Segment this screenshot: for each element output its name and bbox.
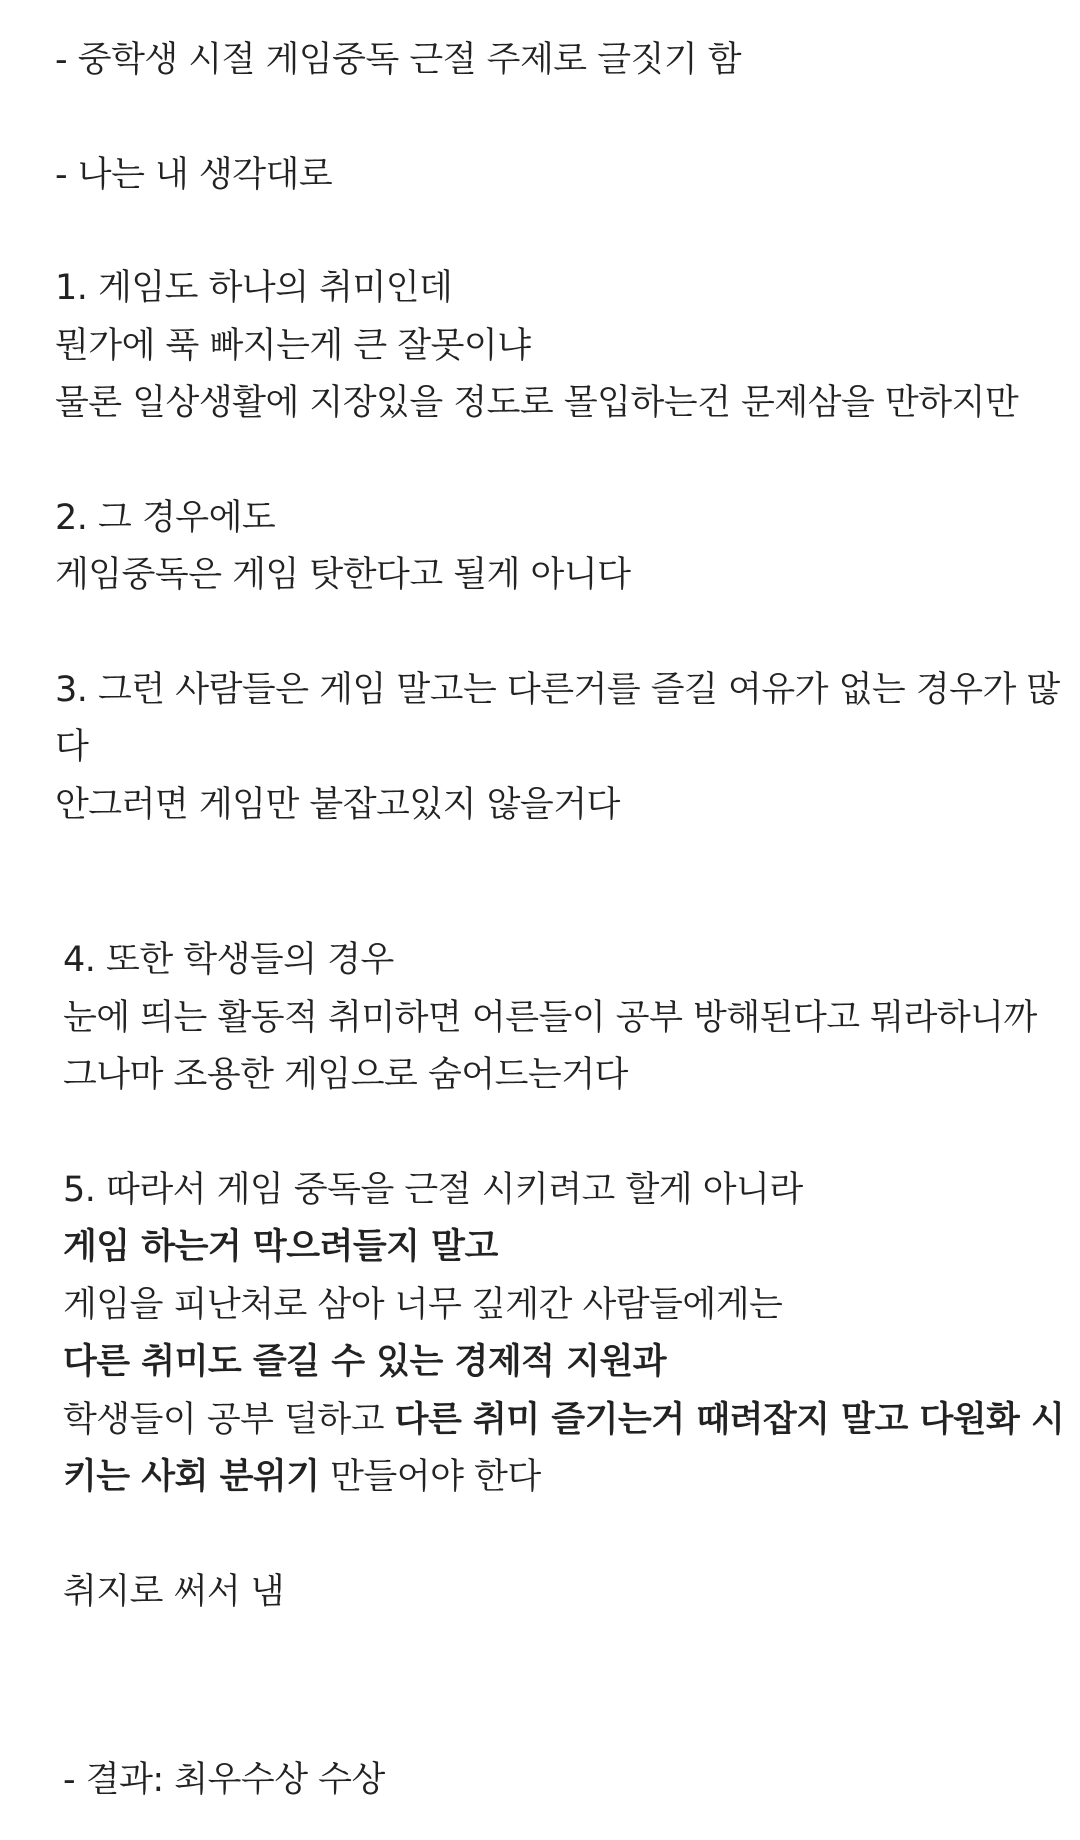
point-5-line-4-bold: 다른 취미도 즐길 수 있는 경제적 지원과 [63, 1342, 667, 1382]
point-4-line-2: 눈에 띄는 활동적 취미하면 어른들이 공부 방해된다고 뭐라하니까 [63, 998, 1037, 1038]
closing-line: 취지로 써서 냄 [63, 1572, 285, 1612]
point-5-line-6 [63, 1457, 541, 1497]
point-5-line-5-plain: 학생들이 공부 덜하고 [63, 1400, 395, 1440]
point-5-line-5-bold: 다른 취미 즐기는거 때려잡지 말고 다원화 시 [394, 1400, 1065, 1440]
intro-line-2: - 나는 내 생각대로 [55, 155, 333, 195]
point-5-line-3: 게임을 피난처로 삼아 너무 깊게간 사람들에게는 [63, 1285, 783, 1325]
point-5-line-1: 5. 따라서 게임 중독을 근절 시키려고 할게 아니라 [63, 1170, 803, 1210]
intro-line-1: - 중학생 시절 게임중독 근절 주제로 글짓기 함 [55, 40, 742, 80]
point-2-line-2: 게임중독은 게임 탓한다고 될게 아니다 [55, 555, 631, 595]
point-1-line-2: 뭔가에 푹 빠지는게 큰 잘못이냐 [55, 326, 531, 366]
point-3-line-2: 다 [55, 727, 89, 767]
point-1-line-1: 1. 게임도 하나의 취미인데 [55, 268, 453, 308]
point-5-line-6-plain: 만들어야 한다 [319, 1457, 541, 1497]
point-3-line-1: 3. 그런 사람들은 게임 말고는 다른거를 즐길 여유가 없는 경우가 많 [55, 670, 1060, 710]
point-5-line-2-bold: 게임 하는거 막으려들지 말고 [63, 1227, 498, 1267]
point-5-line-5 [63, 1400, 1064, 1440]
point-3-line-3: 안그러면 게임만 붙잡고있지 않을거다 [55, 785, 620, 825]
point-1-line-3: 물론 일상생활에 지장있을 정도로 몰입하는건 문제삼을 만하지만 [55, 383, 1019, 423]
point-2-line-1: 2. 그 경우에도 [55, 498, 276, 538]
point-4-line-1: 4. 또한 학생들의 경우 [63, 940, 394, 980]
point-4-line-3: 그나마 조용한 게임으로 숨어드는거다 [63, 1055, 628, 1095]
result-line: - 결과: 최우수상 수상 [63, 1760, 385, 1800]
point-5-line-6-bold: 키는 사회 분위기 [63, 1457, 320, 1497]
